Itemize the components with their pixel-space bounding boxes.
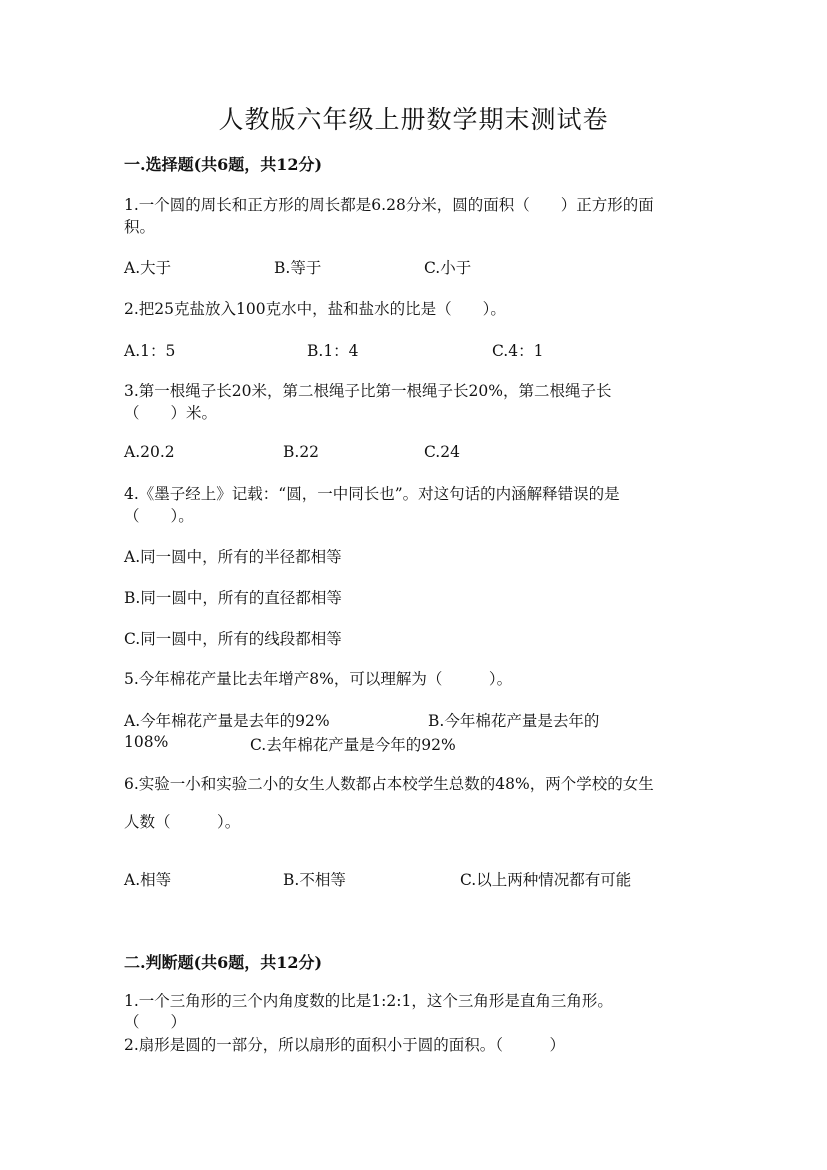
q3-option-c: C.24 (424, 443, 460, 461)
question-6-line-2: 人数（ ）。 (124, 813, 241, 831)
question-3-line-1: 3.第一根绳子长20米，第二根绳子比第一根绳子长20%，第二根绳子长 (124, 382, 612, 400)
q5-option-b-continued: 108% (124, 733, 169, 751)
q4-option-a: A.同一圆中，所有的半径都相等 (124, 548, 342, 566)
q6-option-a: A.相等 (124, 871, 172, 889)
judgement-1-line-2: （ ） (124, 1013, 187, 1031)
judgement-2-line-1: 2.扇形是圆的一部分，所以扇形的面积小于圆的面积。（ ） (124, 1036, 566, 1054)
page-title: 人教版六年级上册数学期末测试卷 (218, 105, 609, 134)
q1-option-b: B.等于 (274, 259, 322, 277)
q2-option-c: C.4：1 (492, 342, 544, 360)
q1-option-c: C.小于 (424, 259, 472, 277)
question-5-line-1: 5.今年棉花产量比去年增产8%，可以理解为（ ）。 (124, 670, 513, 688)
q3-option-a: A.20.2 (124, 443, 175, 461)
section-heading-choice: 一.选择题(共6题，共12分) (124, 155, 323, 174)
question-2-line-1: 2.把25克盐放入100克水中，盐和盐水的比是（ ）。 (124, 300, 506, 318)
q3-option-b: B.22 (283, 443, 320, 461)
q6-option-b: B.不相等 (283, 871, 346, 889)
question-6-line-1: 6.实验一小和实验二小的女生人数都占本校学生总数的48%，两个学校的女生 (124, 775, 654, 793)
question-1-line-1: 1.一个圆的周长和正方形的周长都是6.28分米，圆的面积（ ）正方形的面 (124, 196, 654, 214)
q4-option-c: C.同一圆中，所有的线段都相等 (124, 630, 342, 648)
judgement-1-line-1: 1.一个三角形的三个内角度数的比是1:2:1，这个三角形是直角三角形。 (124, 992, 613, 1010)
section-heading-judgement: 二.判断题(共6题，共12分) (124, 953, 323, 972)
q5-option-c: C.去年棉花产量是今年的92% (250, 736, 456, 754)
q6-option-c: C.以上两种情况都有可能 (460, 871, 632, 889)
question-4-line-1: 4.《墨子经上》记载：“圆，一中同长也”。对这句话的内涵解释错误的是 (124, 485, 620, 503)
question-1-line-2: 积。 (124, 218, 156, 236)
q5-option-a: A.今年棉花产量是去年的92% (124, 712, 330, 730)
q4-option-b: B.同一圆中，所有的直径都相等 (124, 589, 342, 607)
q2-option-a: A.1：5 (124, 342, 176, 360)
q1-option-a: A.大于 (124, 259, 172, 277)
q2-option-b: B.1：4 (307, 342, 359, 360)
question-3-line-2: （ ）米。 (124, 404, 218, 422)
question-4-line-2: （ ）。 (124, 507, 194, 525)
q5-option-b: B.今年棉花产量是去年的 (428, 712, 600, 730)
